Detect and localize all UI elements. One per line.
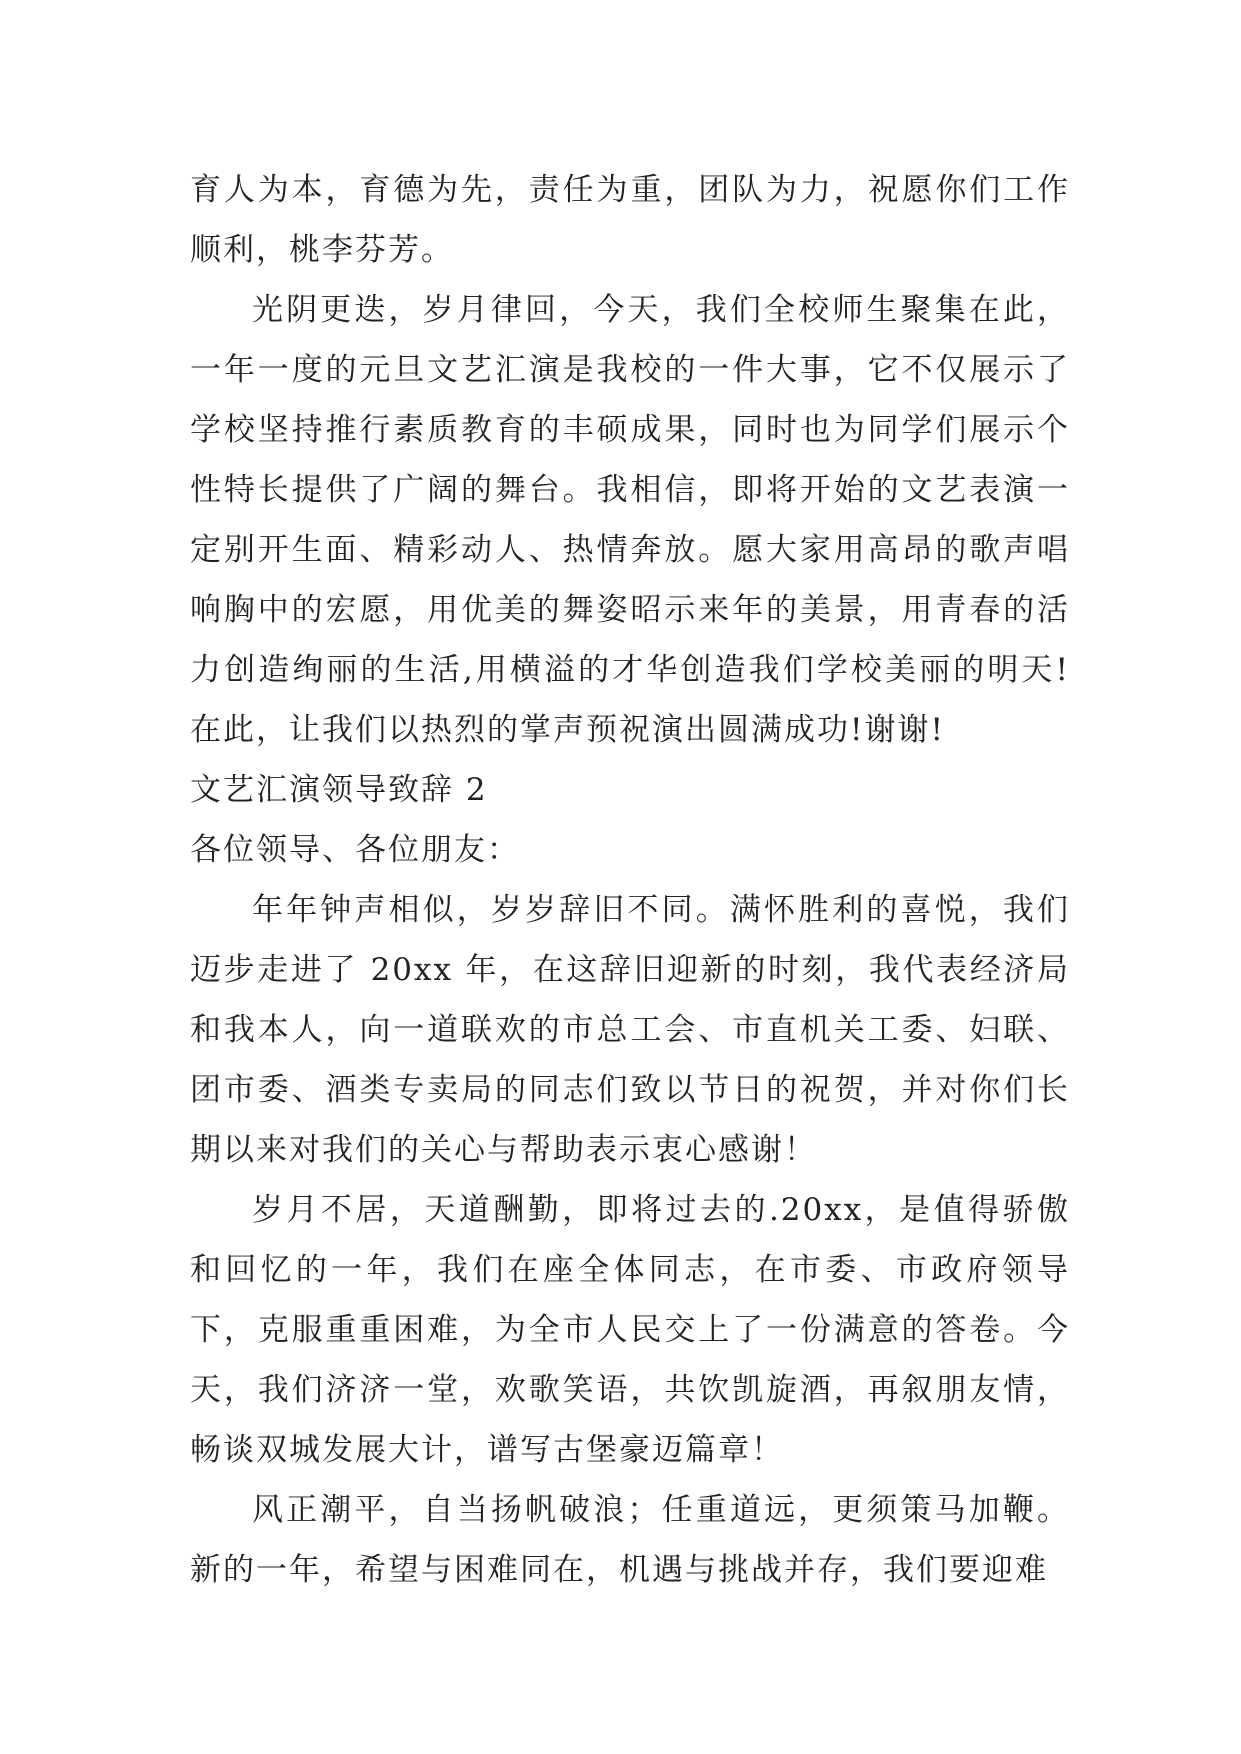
salutation: 各位领导、各位朋友： (190, 832, 520, 868)
document-body (190, 160, 1070, 1600)
paragraph-continuation: 育人为本，育德为先，责任为重，团队为力，祝愿你们工作顺利，桃李芬芳。 (190, 172, 1070, 268)
section-title: 文艺汇演领导致辞 2 (190, 772, 488, 808)
paragraph-new-year: 年年钟声相似，岁岁辞旧不同。满怀胜利的喜悦，我们迈步走进了 20xx 年，在这辞旧迎新的时刻，我代表经济局和我本人，向一道联欢的市总工会、市直机关工委、妇联、团市委、酒类专卖局的同志们致以节日的祝贺，并对你们长期以来对我们的关心与帮助表示衷心感谢！ (190, 892, 1070, 1168)
paragraph-outlook: 风正潮平，自当扬帆破浪；任重道远，更须策马加鞭。新的一年，希望与困难同在，机遇与挑战并存，我们要迎难 (190, 1492, 1070, 1588)
paragraph-opening-speech: 光阴更迭，岁月律回，今天，我们全校师生聚集在此，一年一度的元旦文艺汇演是我校的一件大事，它不仅展示了学校坚持推行素质教育的丰硕成果，同时也为同学们展示个性特长提供了广阔的舞台。我相信，即将开始的文艺表演一定别开生面、精彩动人、热情奔放。愿大家用高昂的歌声唱响胸中的宏愿，用优美的舞姿昭示来年的美景，用青春的活力创造绚丽的生活,用横溢的才华创造我们学校美丽的明天!在此，让我们以热烈的掌声预祝演出圆满成功!谢谢! (190, 292, 1070, 748)
paragraph-year-review: 岁月不居，天道酬勤，即将过去的.20xx，是值得骄傲和回忆的一年，我们在座全体同志，在市委、市政府领导下，克服重重困难，为全市人民交上了一份满意的答卷。今天，我们济济一堂，欢歌笑语，共饮凯旋酒，再叙朋友情，畅谈双城发展大计，谱写古堡豪迈篇章！ (190, 1192, 1070, 1468)
